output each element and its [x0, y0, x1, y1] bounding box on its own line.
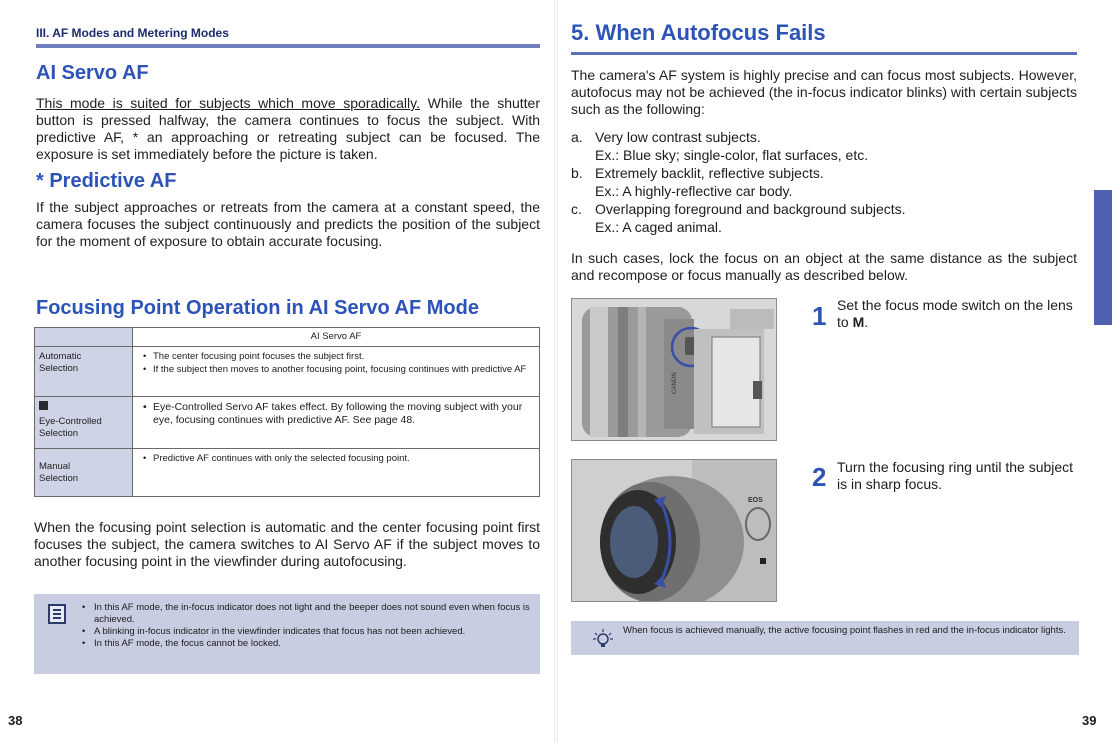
case-example: Ex.: A caged animal.: [595, 219, 722, 235]
case-marker: a.: [571, 129, 583, 145]
label-line: Automatic: [39, 351, 82, 362]
section-tab: [1094, 190, 1112, 325]
predictive-heading: * Predictive AF: [36, 170, 177, 192]
case-example: Ex.: Blue sky; single-color, flat surfaces, etc.: [595, 147, 869, 163]
list-item: [571, 200, 1077, 218]
focusing-ring-illustration: [572, 460, 777, 602]
auto-switch-text: When the focusing point selection is automatic and the center focusing point first focuses the subject, the camera switches to AI Servo AF if the subject moves to another focusing point in the viewfinder during autofocusing.: [34, 519, 540, 569]
list-item: • In this AF mode, the in-focus indicator does not light and the beeper does not sound even when focus is achieved.: [82, 602, 530, 626]
advice-text: In such cases, lock the focus on an object at the same distance as the subject and recompose or focus manually as described below.: [571, 250, 1077, 283]
lightbulb-icon: [593, 628, 613, 650]
focusing-point-heading: Focusing Point Operation in AI Servo AF Mode: [36, 297, 479, 319]
label-line: Selection: [39, 428, 79, 439]
step-bold-m: M: [852, 314, 865, 330]
case-text: Extremely backlit, reflective subjects.: [595, 165, 824, 181]
case-marker: b.: [571, 165, 583, 181]
ai-servo-intro-rest: While the shutter button is pressed halfway, the camera continues to focus the subject. With predictive AF, * an approaching or retreating subject can be focused. The exposure is set immediately before the picture is taken.: [36, 95, 540, 162]
list-item: • Predictive AF continues with only the selected focusing point.: [141, 453, 533, 465]
lens-brand-label: CANON: [672, 372, 678, 394]
label-line: Eye-Controlled: [39, 416, 102, 427]
table-header-ai-servo: AI Servo AF: [133, 328, 540, 347]
tip-text: When focus is achieved manually, the active focusing point flashes in red and the in-focus indicator lights.: [623, 625, 1066, 636]
page-number-right: 39: [1082, 713, 1097, 728]
predictive-text: If the subject approaches or retreats from the camera at a constant speed, the camera focuses the subject continuously and predicts the position of the subject for the moment of exposure to obtain accurate focusing.: [36, 199, 540, 249]
lens-switch-illustration: [572, 299, 777, 441]
label-line: Manual: [39, 461, 71, 472]
list-item: • Eye-Controlled Servo AF takes effect. By following the moving subject with your eye, focusing continues with predictive AF. See page 48.: [141, 401, 533, 427]
focusing-ring-photo: [571, 459, 777, 602]
autofocus-intro: The camera's AF system is highly precise and can focus most subjects. However, autofocus may not be achieved (the in-focus indicator blinks) with certain subjects such as the following:: [571, 67, 1077, 117]
step-2-text: Turn the focusing ring until the subject is in sharp focus.: [837, 459, 1074, 492]
list-item: [571, 164, 1077, 182]
list-item: • In this AF mode, the focus cannot be locked.: [82, 638, 530, 650]
eos-label: EOS: [748, 497, 763, 504]
tip-box: [571, 621, 1079, 655]
step-text-part: .: [864, 314, 869, 330]
list-item: [571, 128, 1077, 146]
case-list: [571, 128, 1077, 236]
ai-servo-intro-underlined: This mode is suited for subjects which move sporadically.: [36, 95, 421, 111]
step-number: 2: [812, 462, 827, 492]
title-rule: [571, 52, 1077, 55]
list-item: • A blinking in-focus indicator in the viewfinder indicates that focus has not been achieved.: [82, 626, 530, 638]
ai-servo-heading: AI Servo AF: [36, 62, 149, 84]
step-text-part: Set the focus mode switch on the lens to: [837, 297, 1073, 330]
list-item: • The center focusing point focuses the subject first.: [141, 351, 533, 363]
step-1-text: [837, 297, 1079, 331]
list-item: • If the subject then moves to another focusing point, focusing continues with predictive AF: [141, 364, 533, 376]
chapter-header: III. AF Modes and Metering Modes: [36, 26, 229, 40]
case-text: Very low contrast subjects.: [595, 129, 761, 145]
lens-switch-photo: [571, 298, 777, 441]
page-number-left: 38: [8, 713, 23, 728]
label-line: Selection: [39, 473, 79, 484]
case-example: Ex.: A highly-reflective car body.: [595, 183, 793, 199]
label-line: Selection: [39, 363, 79, 374]
right-page-title: 5. When Autofocus Fails: [571, 20, 826, 45]
step-number: 1: [812, 301, 827, 331]
case-text: Overlapping foreground and background subjects.: [595, 201, 906, 217]
case-marker: c.: [571, 201, 582, 217]
